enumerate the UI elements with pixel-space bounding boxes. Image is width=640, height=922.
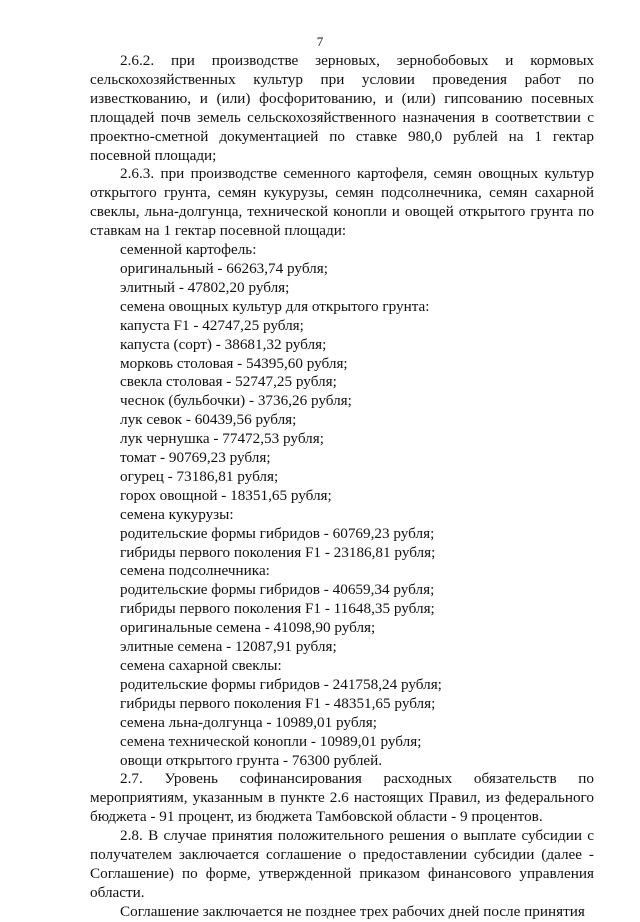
paragraph-2-7: 2.7. Уровень софинансирования расходных обязательств по мероприятиям, указанным в пункте 2.6 настоящих Правил, из федерального бюджета - 91 процент, из бюджета Тамбовской области - 9 процентов. xyxy=(90,770,594,826)
list-item: овощи открытого грунта - 76300 рублей. xyxy=(120,751,383,769)
list-item: оригинальный - 66263,74 рубля; xyxy=(120,259,328,277)
paragraph-2-6-3: 2.6.3. при производстве семенного картофеля, семян овощных культур открытого грунта, семян кукурузы, семян подсолнечника, семян сахарной свеклы, льна-долгунца, технической конопли и овощей открытого грунта по ставкам на 1 гектар посевной площади: xyxy=(90,165,594,240)
list-item: гибриды первого поколения F1 - 11648,35 рубля; xyxy=(120,600,435,618)
page-number: 7 xyxy=(316,34,324,49)
list-item: элитный - 47802,20 рубля; xyxy=(120,278,290,296)
document-body xyxy=(90,52,594,922)
list-item: свекла столовая - 52747,25 рубля; xyxy=(120,373,337,391)
list-item: капуста (сорт) - 38681,32 рубля; xyxy=(120,335,327,353)
list-item: семена технической конопли - 10989,01 рубля; xyxy=(120,732,422,750)
list-item: лук чернушка - 77472,53 рубля; xyxy=(120,430,324,448)
list-item: семенной картофель: xyxy=(120,241,257,259)
list-item: чеснок (бульбочки) - 3736,26 рубля; xyxy=(120,392,352,410)
list-item: семена кукурузы: xyxy=(120,505,234,523)
list-item: гибриды первого поколения F1 - 23186,81 рубля; xyxy=(120,543,436,561)
list-item: оригинальные семена - 41098,90 рубля; xyxy=(120,619,376,637)
list-item: родительские формы гибридов - 241758,24 рубля; xyxy=(120,675,442,693)
list-item: родительские формы гибридов - 40659,34 рубля; xyxy=(120,581,435,599)
list-item: огурец - 73186,81 рубля; xyxy=(120,467,279,485)
list-item: морковь столовая - 54395,60 рубля; xyxy=(120,354,348,372)
list-item: семена подсолнечника: xyxy=(120,562,270,580)
list-item: капуста F1 - 42747,25 рубля; xyxy=(120,316,304,334)
list-item: семена овощных культур для открытого грунта: xyxy=(120,297,430,315)
list-item: горох овощной - 18351,65 рубля; xyxy=(120,486,332,504)
list-item: семена сахарной свеклы: xyxy=(120,657,282,674)
list-item: лук севок - 60439,56 рубля; xyxy=(120,411,297,429)
paragraph-last: Соглашение заключается не позднее трех рабочих дней после принятия xyxy=(120,902,585,920)
list-item: элитные семена - 12087,91 рубля; xyxy=(120,638,337,656)
paragraph-2-8: 2.8. В случае принятия положительного решения о выплате субсидии с получателем заключается соглашение о предоставлении субсидии (далее - Соглашение) по форме, утвержденной приказом финансового управления области. xyxy=(90,827,594,901)
paragraph-2-6-2: 2.6.2. при производстве зерновых, зернобобовых и кормовых сельскохозяйственных культур при условии проведения работ по известкованию, и (или) фосфоритованию, и (или) гипсованию посевных площадей почв земель сельскохозяйственного назначения в соответствии с проектно-сметной документацией по ставке 980,0 рублей на 1 гектар посевной площади; xyxy=(90,52,594,164)
list-item: томат - 90769,23 рубля; xyxy=(120,449,271,467)
list-item: семена льна-долгунца - 10989,01 рубля; xyxy=(120,713,377,731)
list-item: родительские формы гибридов - 60769,23 рубля; xyxy=(120,524,435,542)
list-item: гибриды первого поколения F1 - 48351,65 рубля; xyxy=(120,694,436,712)
